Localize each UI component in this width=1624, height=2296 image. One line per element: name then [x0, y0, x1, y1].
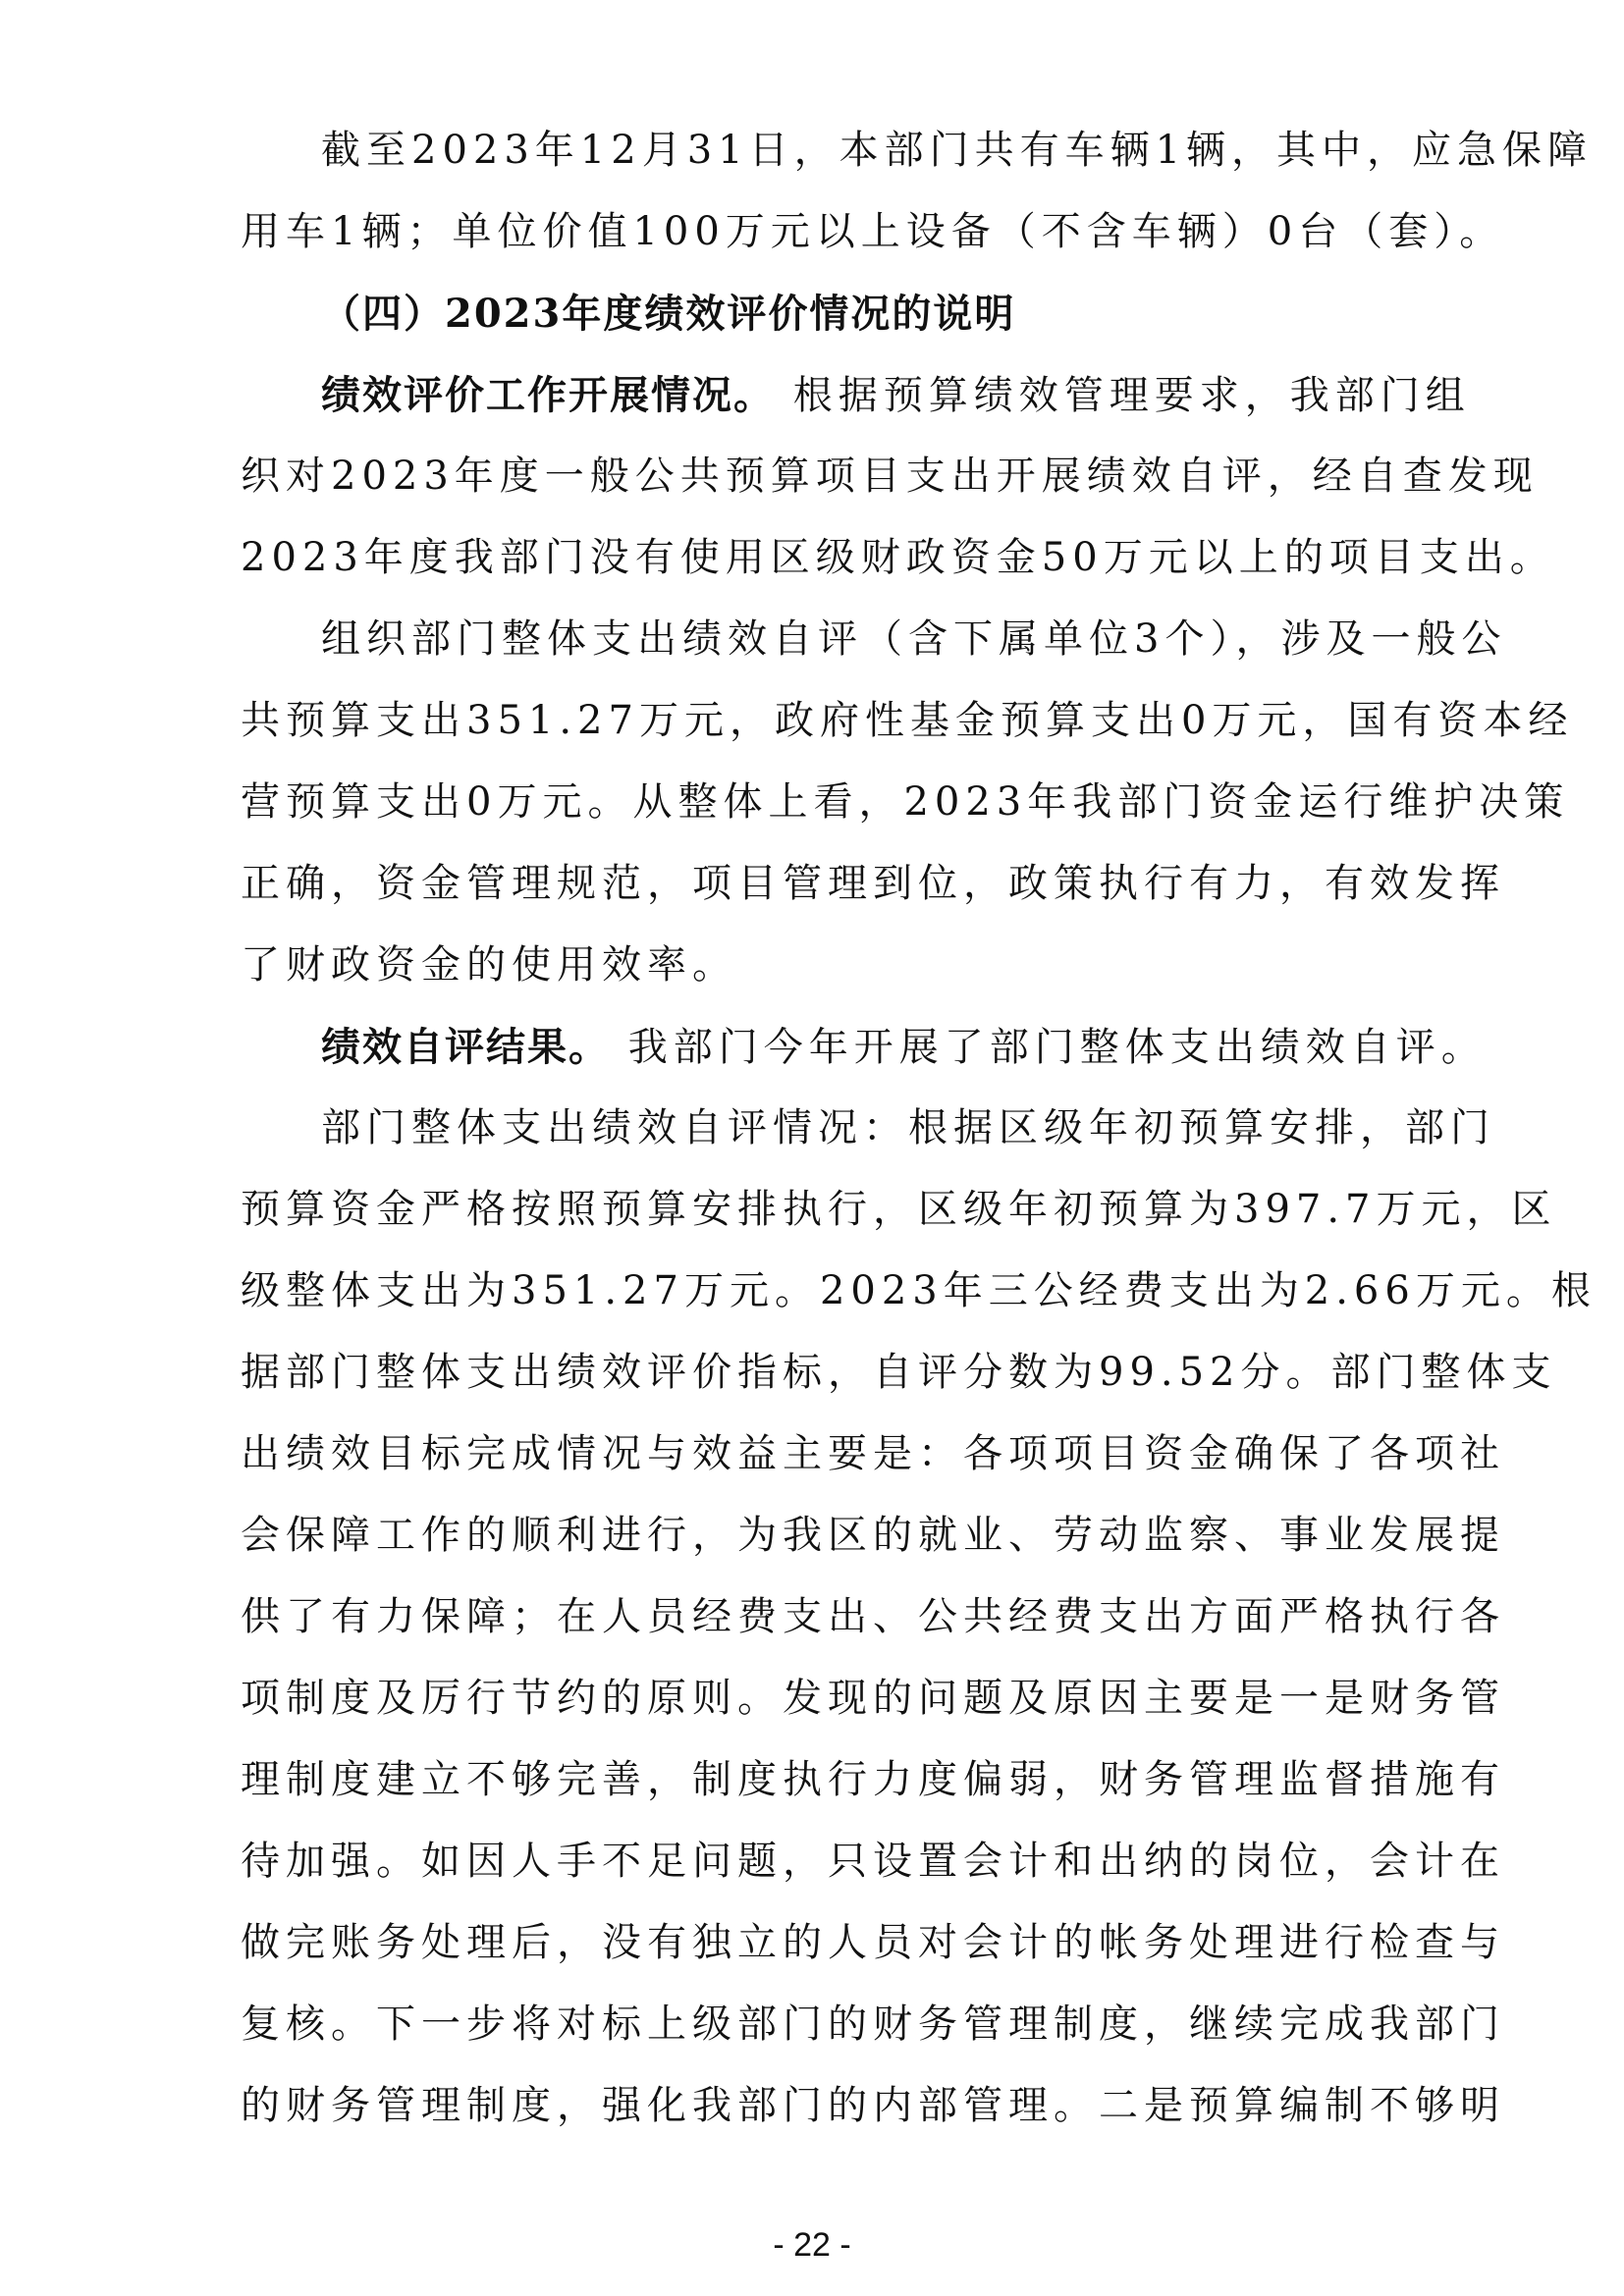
text-line: 部门整体支出绩效自评情况：根据区级年初预算安排，部门 [321, 1105, 1495, 1150]
text-line: 会保障工作的顺利进行，为我区的就业、劳动监察、事业发展提 [241, 1513, 1505, 1558]
text-line: 预算资金严格按照预算安排执行，区级年初预算为397.7万元，区 [241, 1187, 1557, 1232]
text-line: 理制度建立不够完善，制度执行力度偏弱，财务管理监督措施有 [241, 1757, 1505, 1802]
text-line: 截至2023年12月31日，本部门共有车辆1辆，其中，应急保障 [321, 128, 1594, 173]
text-line [241, 354, 1471, 436]
text-line [241, 1006, 1487, 1088]
text-line: 2023年度我部门没有使用区级财政资金50万元以上的项目支出。 [241, 535, 1555, 580]
text-line: 出绩效目标完成情况与效益主要是：各项项目资金确保了各项社 [241, 1431, 1505, 1476]
paragraph-lead: 绩效自评结果。 [321, 1024, 610, 1070]
text-line: 正确，资金管理规范，项目管理到位，政策执行有力，有效发挥 [241, 861, 1505, 906]
text-line: 待加强。如因人手不足问题，只设置会计和出纳的岗位，会计在 [241, 1839, 1505, 1884]
paragraph-detail [241, 1088, 1597, 2147]
page-number: - 22 - [773, 2226, 851, 2264]
text-line: 复核。下一步将对标上级部门的财务管理制度，继续完成我部门 [241, 2002, 1505, 2047]
paragraph-overall-eval [241, 599, 1574, 1006]
text-line: 营预算支出0万元。从整体上看，2023年我部门资金运行维护决策 [241, 779, 1570, 825]
text-line: 据部门整体支出绩效评价指标，自评分数为99.52分。部门整体支 [241, 1350, 1557, 1395]
paragraph-vehicles [241, 110, 1594, 273]
paragraph-lead: 绩效评价工作开展情况。 [321, 372, 775, 418]
text-line: 的财务管理制度，强化我部门的内部管理。二是预算编制不够明 [241, 2083, 1505, 2128]
paragraph-text: 根据预算绩效管理要求，我部门组 [775, 373, 1471, 418]
document-page [241, 110, 1597, 2147]
text-line: 项制度及厉行节约的原则。发现的问题及原因主要是一是财务管 [241, 1676, 1505, 1721]
text-line: 做完账务处理后，没有独立的人员对会计的帐务处理进行检查与 [241, 1920, 1505, 1965]
text-line: 用车1辆；单位价值100万元以上设备（不含车辆）0台（套）。 [241, 209, 1505, 254]
paragraph-self-eval-result [241, 1006, 1487, 1088]
text-line: 织对2023年度一般公共预算项目支出开展绩效自评，经自查发现 [241, 454, 1539, 499]
section-heading: （四）2023年度绩效评价情况的说明 [321, 291, 1016, 337]
paragraph-text: 我部门今年开展了部门整体支出绩效自评。 [610, 1025, 1487, 1070]
paragraph-work-status [241, 354, 1555, 599]
text-line: 共预算支出351.27万元，政府性基金预算支出0万元，国有资本经 [241, 698, 1574, 743]
text-line: 了财政资金的使用效率。 [241, 942, 737, 988]
text-line: 供了有力保障；在人员经费支出、公共经费支出方面严格执行各 [241, 1594, 1505, 1639]
text-line: 组织部门整体支出绩效自评（含下属单位3个），涉及一般公 [321, 616, 1507, 662]
text-line: 级整体支出为351.27万元。2023年三公经费支出为2.66万元。根 [241, 1268, 1597, 1313]
